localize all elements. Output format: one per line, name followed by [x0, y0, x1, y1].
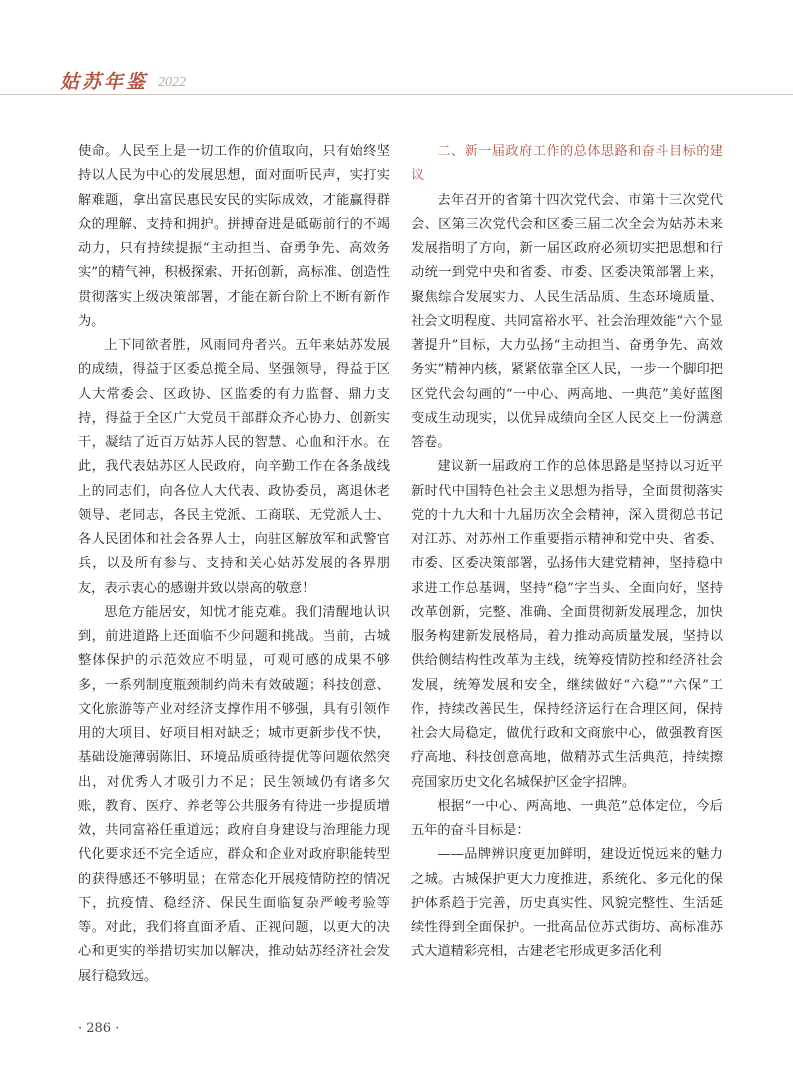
yearbook-logo: 姑苏年鉴: [60, 71, 149, 93]
running-header: [60, 68, 186, 94]
left-column: [78, 140, 390, 989]
right-column: [411, 140, 723, 965]
right-paragraph-3: 根据“一中心、两高地、一典范”总体定位，今后五年的奋斗目标是：: [411, 798, 723, 838]
section-heading: 二、新一届政府工作的总体思路和奋斗目标的建议: [411, 144, 723, 184]
header-divider: [0, 94, 793, 95]
left-paragraph-3: 思危方能居安，知忧才能克难。我们清醒地认识到，前进道路上还面临不少问题和挑战。当前，古城整体保护的示范效应不明显，可观可感的成果不够多，一系列制度瓶颈制约尚未有效破题；科技创意、文化旅游等产业对经济支撑作用不够强，具有引领作用的大项目、好项目相对缺乏；城市更新步伐不快，基础设施薄弱陈旧、环境品质亟待提优等问题依然突出，对优秀人才吸引力不足；民生领域仍有诸多欠账，教育、医疗、养老等公共服务有待进一步提质增效，共同富裕任重道远；政府自身建设与治理能力现代化要求还不完全适应，群众和企业对政府职能转型的获得感还不够明显；在常态化开展疫情防控的情况下，抗疫情、稳经济、保民生面临复杂严峻考验等等。对此，我们将直面矛盾、正视问题，以更大的决心和更实的举措切实加以解决，推动姑苏经济社会发展行稳致远。: [78, 604, 390, 984]
page-number: · 286 ·: [78, 1021, 120, 1036]
right-paragraph-2: 建议新一届政府工作的总体思路是坚持以习近平新时代中国特色社会主义思想为指导，全面贯彻落实党的十九大和十九届历次全会精神，深入贯彻总书记对江苏、对苏州工作重要指示精神和党中央、省委、市委、区委决策部署，弘扬伟大建党精神，坚持稳中求进工作总基调，坚持“稳”字当头、全面向好，坚持改革创新，完整、准确、全面贯彻新发展理念，加快服务构建新发展格局，着力推动高质量发展，坚持以供给侧结构性改革为主线，统筹疫情防控和经济社会发展，统筹发展和安全，继续做好“六稳”“六保”工作，持续改善民生，保持经济运行在合理区间，保持社会大局稳定，做优行政和文商旅中心，做强教育医疗高地、科技创意高地，做精苏式生活典范，持续擦亮国家历史文化名城保护区金字招牌。: [411, 459, 723, 790]
right-paragraph-1: 去年召开的省第十四次党代会、市第十三次党代会、区第三次党代会和区委三届二次全会为姑苏未来发展指明了方向，新一届区政府必须切实把思想和行动统一到党中央和省委、市委、区委决策部署上来，聚焦综合发展实力、人民生活品质、生态环境质量、社会文明程度、共同富裕水平、社会治理效能“六个显著提升”目标，大力弘扬“主动担当、奋勇争先、高效务实”精神内核，紧紧依靠全区人民，一步一个脚印把区党代会勾画的“一中心、两高地、一典范”美好蓝图变成生动现实，以优异成绩向全区人民交上一份满意答卷。: [411, 192, 723, 450]
left-paragraph-2: 上下同欲者胜，风雨同舟者兴。五年来姑苏发展的成绩，得益于区委总揽全局、坚强领导，得益于区人大常委会、区政协、区监委的有力监督、鼎力支持，得益于全区广大党员干部群众齐心协力、创新实干，凝结了近百万姑苏人民的智慧、心血和汗水。在此，我代表姑苏区人民政府，向辛勤工作在各条战线上的同志们，向各位人大代表、政协委员，离退休老领导、老同志，各民主党派、工商联、无党派人士、各人民团体和社会各界人士，向驻区解放军和武警官兵，以及所有参与、支持和关心姑苏发展的各界朋友，表示衷心的感谢并致以崇高的敬意！: [78, 338, 390, 596]
left-paragraph-1: 使命。人民至上是一切工作的价值取向，只有始终坚持以人民为中心的发展思想，面对面听民声，实打实解难题，拿出富民惠民安民的实际成效，才能赢得群众的理解、支持和拥护。拼搏奋进是砥砺前行的不竭动力，只有持续提振“主动担当、奋勇争先、高效务实”的精气神，积极探索、开拓创新，高标准、创造性贯彻落实上级决策部署，才能在新台阶上不断有新作为。: [78, 144, 390, 329]
right-paragraph-4: ——品牌辨识度更加鲜明，建设近悦远来的魅力之城。古城保护更大力度推进，系统化、多元化的保护体系趋于完善，历史真实性、风貌完整性、生活延续性得到全面保护。一批高品位苏式街坊、高标准苏式大道精彩亮相，古建老宅形成更多活化利: [411, 847, 723, 960]
header-year: 2022: [158, 75, 187, 90]
